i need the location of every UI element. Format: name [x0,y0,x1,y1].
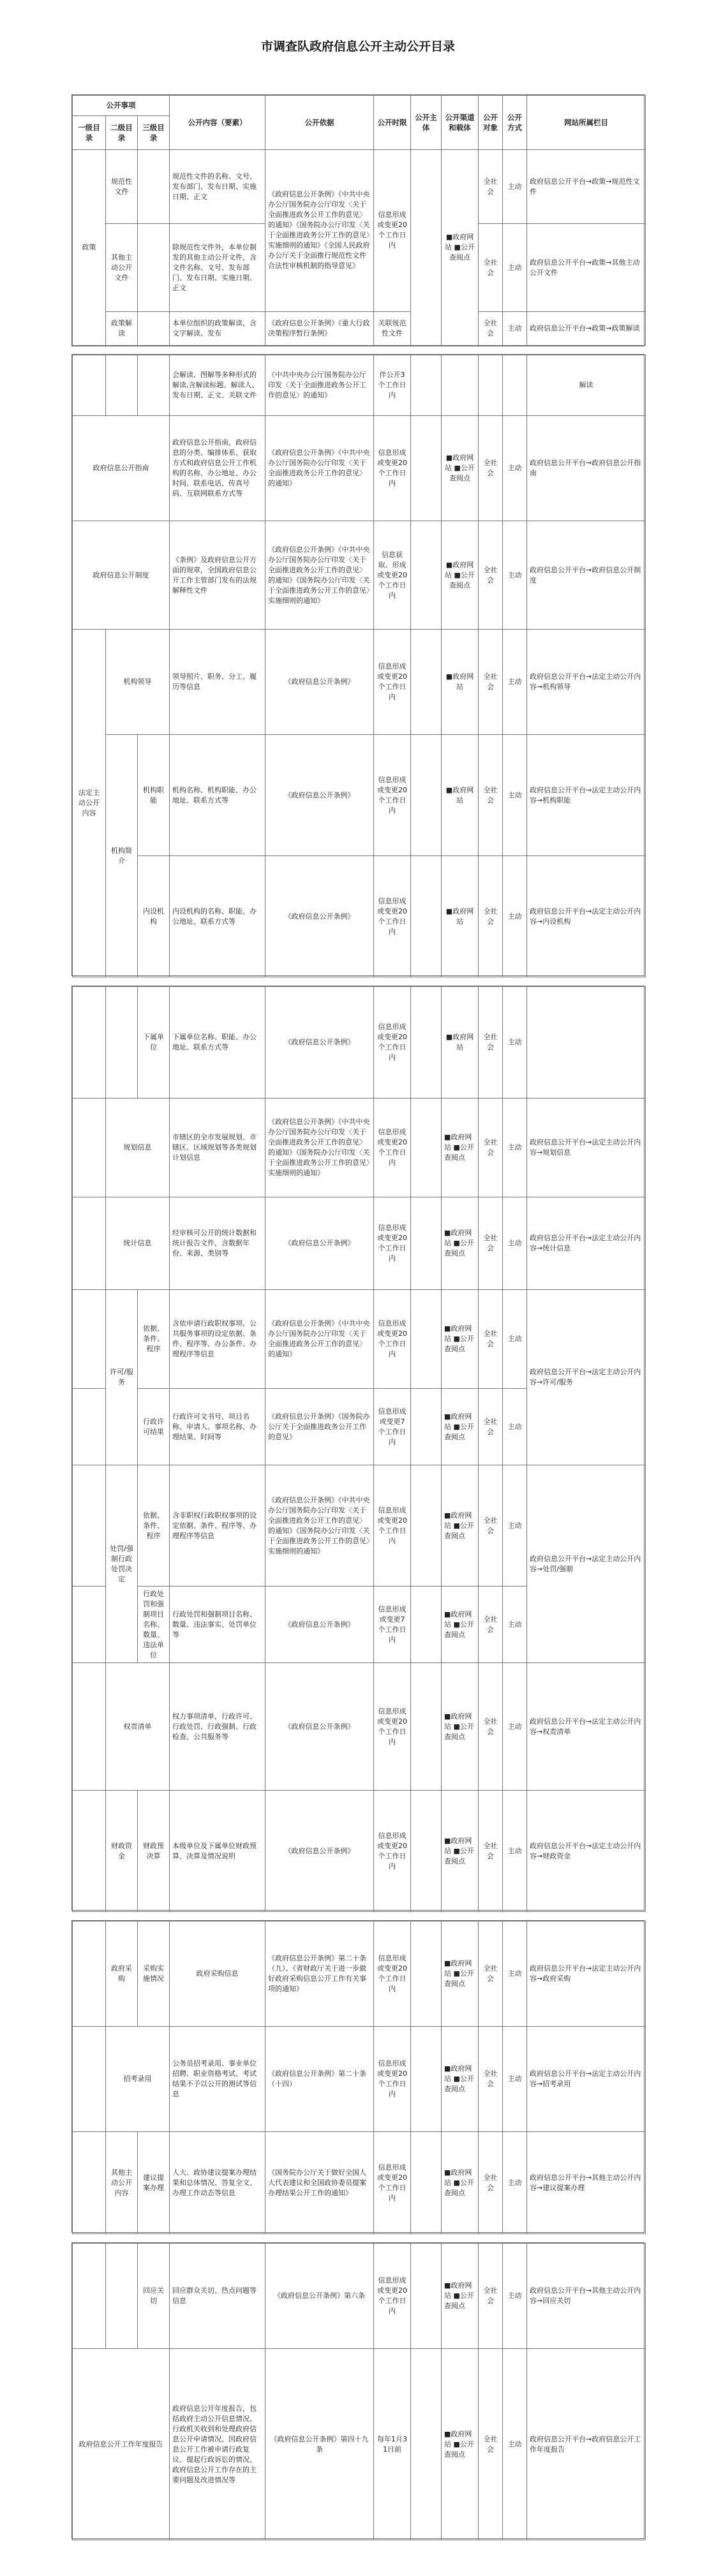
cell-basis: 《政府信息公开条例》第二十条（十四） [265,2027,374,2132]
cell-channel: ■政府网站 ■公开查阅点 [442,2027,479,2132]
cell-content: 人大、政协建议提案办理结果和总体情况、答复全文、办理工作动态等信息 [170,2132,265,2234]
cell-channel: ■政府网站 ■公开查阅点 [442,1663,479,1791]
cell-time: 信息形成或变更20个工作日内 [374,1197,411,1290]
cell-time: 信息形成或变更20个工作日内 [374,2244,411,2349]
header-column: 网站所属栏目 [527,96,646,150]
cell-time: 信息形成或变更20个工作日内 [374,856,411,977]
cell-basis: 《政府信息公开条例》 [265,1587,374,1663]
cell-subject [411,1587,442,1663]
table-pane-4 [71,1920,645,2233]
cell-mode: 主动 [503,1389,527,1465]
table-row [73,1663,646,1791]
cell-basis: 《政府信息公开条例》第四十九条 [265,2349,374,2540]
cell-l2: 权责清单 [106,1663,170,1791]
cell-column: 政府信息公开平台→其他主动公开内容→建议提案办理 [527,2132,646,2234]
cell-time: 信息形成或变更20个工作日内 [374,1290,411,1389]
cell-subject [411,2349,442,2540]
cell-channel: ■政府网站 [442,987,479,1099]
cell-content: 本单位组织的政策解读，含文字解读、发布 [170,312,265,346]
cell-mode: 主动 [503,630,527,735]
header-mode: 公开方式 [503,96,527,150]
table-row [73,416,646,521]
cell-object: 全社会 [479,1663,503,1791]
table-row [73,1465,646,1587]
cell-object: 全社会 [479,1197,503,1290]
cell-content: 回应群众关切、热点问题等信息 [170,2244,265,2349]
cell-subject [411,1921,442,2027]
cell-l1 [73,2027,106,2132]
cell-l1 [73,1465,106,1587]
cell-l2: 招考录用 [106,2027,170,2132]
cell-content: 政府信息公开指南，政府信息的分类、编排体系、获取方式和政府信息公开工作机构的名称、办公地址、办公时间、联系电话、传真号码、互联网联系方式等 [170,416,265,521]
catalog-table [72,95,646,346]
cell-channel: ■政府网站 ■公开查阅点 [442,1791,479,1912]
cell-column: 政府信息公开平台→政策→其他主动公开文件 [527,224,646,312]
cell-l1: 政策 [73,149,106,345]
cell-content: 领导照片、职务、分工、履历等信息 [170,630,265,735]
cell-content: 会解读、图解等多种形式的解读,含解读标题、解读人、发布日期、正文、关联文件 [170,355,265,416]
cell-mode: 主动 [503,1791,527,1912]
cell-mode: 主动 [503,1587,527,1663]
cell-basis: 《中共中央办公厅国务院办公厅印发〈关于全面推进政务公开工作的意见〉的通知》 [265,355,374,416]
cell-subject [411,630,442,735]
table-row [73,1290,646,1389]
header-channel: 公开渠道和载体 [442,96,479,150]
cell-basis: 《政府信息公开条例》《中共中央办公厅国务院办公厅印发〈关于全面推进政务公开工作的意见〉的通知》 [265,416,374,521]
cell-channel: ■政府网站 ■公开查阅点 [442,1099,479,1197]
cell-content: 下属单位名称、职能、办公地址、联系方式等 [170,987,265,1099]
cell-channel: ■政府网站 ■公开查阅点 [442,149,479,345]
cell-content: 行政处罚和强制项目名称、数量、违法事实、处罚单位等 [170,1587,265,1663]
cell-mode: 主动 [503,1465,527,1587]
cell-l1 [73,987,106,1099]
header-object: 公开对象 [479,96,503,150]
cell-column: 政府信息公开平台→法定主动公开内容→政府采购 [527,1921,646,2027]
cell-l2: 政策解读 [106,312,138,346]
cell-column: 政府信息公开平台→法定主动公开内容→权责清单 [527,1663,646,1791]
cell-content: 《条例》及政府信息公开方面的规章，全国政府信息公开工作主管部门发布的法规解释性文件 [170,521,265,630]
cell-time: 信息形成或变更20个工作日内 [374,1465,411,1587]
cell-content: 市辖区的全市发展规划、市辖区、区域规划等各类规划计划信息 [170,1099,265,1197]
cell-channel: ■政府网站 ■公开查阅点 [442,416,479,521]
cell-l2: 统计信息 [106,1197,170,1290]
table-row [73,2349,646,2540]
cell-content: 除规范性文件外，本单位制发的其他主动公开文件，含文件名称、文号、发布部门、发布日期、实施日期、正文 [170,224,265,312]
cell-column: 政府信息公开平台→法定主动公开内容→机构职能 [527,735,646,856]
cell-column: 政府信息公开平台→政府信息公开制度 [527,521,646,630]
cell-object: 全社会 [479,2027,503,2132]
cell-l2: 机构领导 [106,630,170,735]
cell-time: 信息形成或变更20个工作日内 [374,630,411,735]
table-row [73,856,646,977]
table-row [73,355,646,416]
cell-object: 全社会 [479,1099,503,1197]
cell-l2 [106,2244,138,2349]
cell-l1: 政府信息公开制度 [73,521,170,630]
cell-mode: 主动 [503,2027,527,2132]
cell-object: 全社会 [479,2244,503,2349]
cell-object: 全社会 [479,521,503,630]
cell-column: 政府信息公开平台→法定主动公开内容→规划信息 [527,1099,646,1197]
cell-content: 内设机构的名称、职能、办公地址、联系方式等 [170,856,265,977]
cell-l2: 政府采购 [106,1921,138,2027]
cell-mode: 主动 [503,149,527,224]
cell-object: 全社会 [479,987,503,1099]
cell-basis: 《政府信息公开条例》 [265,1791,374,1912]
header-content: 公开内容（要素） [170,96,265,150]
table-row [73,312,646,346]
cell-content: 机构名称、机构职能、办公地址、联系方式等 [170,735,265,856]
cell-subject [411,987,442,1099]
cell-object: 全社会 [479,1389,503,1465]
cell-content: 权力事项清单，行政许可、行政处罚、行政强制、行政检查、公共服务等 [170,1663,265,1791]
cell-column: 政府信息公开平台→政府信息公开工作年度报告 [527,2349,646,2540]
cell-time: 每年1月31日前 [374,2349,411,2540]
cell-subject [411,2132,442,2234]
table-pane-5 [71,2242,645,2539]
cell-subject [411,1099,442,1197]
cell-channel: ■政府网站 [442,856,479,977]
cell-basis: 《政府信息公开条例》 [265,630,374,735]
cell-l1 [73,355,106,416]
cell-time: 信息形成或变更20个工作日内 [374,149,411,311]
cell-content: 公务员招考录用、事业单位招聘、职业资格考试、考试结果不予以公开的测试等信息 [170,2027,265,2132]
cell-l2: 规划信息 [106,1099,170,1197]
cell-basis: 《政府信息公开条例》第二十条（九）、《省财政厅关于进一步做好政府采购信息公开工作有关事项的通知》 [265,1921,374,2027]
cell-mode: 主动 [503,735,527,856]
table-pane-1 [71,94,645,346]
table-row [73,2244,646,2349]
cell-l3: 行政许可结果 [138,1389,170,1465]
cell-column: 政府信息公开平台→法定主动公开内容→招考录用 [527,2027,646,2132]
cell-object: 全社会 [479,1921,503,2027]
table-row [73,149,646,224]
cell-mode: 主动 [503,2349,527,2540]
cell-content: 规范性文件的名称、文号、发布部门、发布日期、实施日期、正文 [170,149,265,224]
cell-l3: 采购实施情况 [138,1921,170,2027]
cell-basis: 《政府信息公开条例》《中共中央办公厅国务院办公厅印发〈关于全面推进政务公开工作的意见〉的通知》《国务院办公厅印发〈关于全面推进政务公开工作的意见〉实施细则的通知》 [265,1099,374,1197]
table-row [73,521,646,630]
cell-column: 政府信息公开平台→法定主动公开内容→机构领导 [527,630,646,735]
cell-time: 信息形成或变更20个工作日内 [374,987,411,1099]
cell-basis: 《政府信息公开条例》《中共中央办公厅国务院办公厅印发〈关于全面推进政务公开工作的意见〉的通知》《国务院办公厅印发〈关于全面推进政务公开工作的意见〉实施细则的通知》 [265,521,374,630]
cell-content: 政府采购信息 [170,1921,265,2027]
cell-subject [411,355,442,416]
cell-l2: 规范性文件 [106,149,138,224]
cell-column: 政府信息公开平台→其他主动公开内容→回应关切 [527,2244,646,2349]
cell-basis: 《政府信息公开条例》 [265,1663,374,1791]
cell-l3: 建议提案办理 [138,2132,170,2234]
cell-l1 [73,1791,106,1912]
table-row [73,630,646,735]
cell-basis: 《政府信息公开条例》《重大行政决策程序暂行条例》 [265,312,374,346]
cell-mode: 主动 [503,1099,527,1197]
cell-l3: 内设机构 [138,856,170,977]
cell-object [479,355,503,416]
cell-basis: 《政府信息公开条例》 [265,735,374,856]
cell-basis: 《国务院办公厅关于做好全国人大代表建议和全国政协委员提案办理结果公开工作的通知》 [265,2132,374,2234]
cell-basis: 《政府信息公开条例》第六条 [265,2244,374,2349]
cell-mode: 主动 [503,1197,527,1290]
cell-basis: 《政府信息公开条例》《中共中央办公厅国务院办公厅印发〈关于全面推进政务公开工作的意见〉的通知》《国务院办公厅印发〈关于全面推进政务公开工作的意见〉实施细则的通知》 [265,1465,374,1587]
table-row [73,1099,646,1197]
cell-channel: ■政府网站 ■公开查阅点 [442,1197,479,1290]
cell-subject [411,1389,442,1465]
cell-l2 [106,987,138,1099]
cell-mode: 主动 [503,1290,527,1389]
cell-time: 信息形成或变更20个工作日内 [374,416,411,521]
cell-mode: 主动 [503,2132,527,2234]
table-row [73,987,646,1099]
cell-mode: 主动 [503,856,527,977]
cell-object: 全社会 [479,1587,503,1663]
cell-l3: 下属单位 [138,987,170,1099]
cell-object: 全社会 [479,1290,503,1389]
cell-object: 全社会 [479,735,503,856]
cell-time: 信息形成或变更20个工作日内 [374,1921,411,2027]
table-pane-3 [71,986,645,1911]
cell-channel: ■政府网站 [442,630,479,735]
cell-channel: ■政府网站 ■公开查阅点 [442,1290,479,1389]
cell-l3: 依据、条件、程序 [138,1290,170,1389]
cell-channel: ■政府网站 ■公开查阅点 [442,2244,479,2349]
cell-mode: 主动 [503,312,527,346]
cell-l2 [106,355,138,416]
cell-column: 政府信息公开平台→政策→规范性文件 [527,149,646,224]
cell-mode: 主动 [503,1663,527,1791]
header-basis: 公开依据 [265,96,374,150]
cell-subject [411,416,442,521]
cell-channel: ■政府网站 ■公开查阅点 [442,1587,479,1663]
cell-subject [411,149,442,345]
cell-column: 政府信息公开平台→政策→政策解读 [527,312,646,346]
cell-l1 [73,1389,106,1465]
header-level2: 二级目录 [106,115,138,149]
cell-content: 行政许可文书号、项目名称、申请人、事项名称、办理结果、时间等 [170,1389,265,1465]
cell-basis: 《政府信息公开条例》 [265,1197,374,1290]
table-pane-2 [71,354,645,976]
cell-column: 政府信息公开平台→法定主动公开内容→财政资金 [527,1791,646,1912]
cell-l1: 法定主动公开内容 [73,630,106,977]
cell-basis: 《政府信息公开条例》《中共中央办公厅国务院办公厅印发〈关于全面推进政务公开工作的意见〉的通知》《国务院办公厅印发〈关于全面推进政务公开工作的意见〉实施细则的通知》《全国人民政府办公厅关于全面推行规范性文件合法性审核机制的指导意见》 [265,149,374,311]
cell-object: 全社会 [479,1791,503,1912]
cell-l1 [73,2132,106,2234]
catalog-table [72,2243,646,2540]
cell-l3 [138,149,170,224]
cell-content: 本级单位及下属单位财政预算、决算及情况说明 [170,1791,265,1912]
catalog-table [72,986,646,1912]
cell-time: 信息形成或变更20个工作日内 [374,1099,411,1197]
header-time: 公开时限 [374,96,411,150]
cell-column: 政府信息公开平台→法定主动公开内容→许可/服务 [527,1290,646,1465]
cell-object: 全社会 [479,1465,503,1587]
table-row [73,1921,646,2027]
header-level3: 三级目录 [138,115,170,149]
cell-channel: ■政府网站 ■公开查阅点 [442,1921,479,2027]
cell-subject [411,1465,442,1587]
cell-column: 政府信息公开平台→法定主动公开内容→统计信息 [527,1197,646,1290]
cell-object: 全社会 [479,416,503,521]
cell-basis: 《政府信息公开条例》 [265,856,374,977]
cell-l1 [73,1663,106,1791]
table-row [73,1197,646,1290]
cell-channel: ■政府网站 ■公开查阅点 [442,2132,479,2234]
cell-content: 经审核可公开的统计数据和统计报告文件，含数据年份、来源、类别等 [170,1197,265,1290]
catalog-table [72,355,646,977]
cell-object: 全社会 [479,856,503,977]
cell-channel: ■政府网站 ■公开查阅点 [442,1465,479,1587]
cell-l2: 许可/服务 [106,1290,138,1465]
cell-object: 全社会 [479,149,503,224]
header-subject: 公开主体 [411,96,442,150]
cell-l3 [138,355,170,416]
cell-time: 伴公开3个工作日内 [374,355,411,416]
catalog-table [72,1921,646,2234]
cell-basis: 《政府信息公开条例》《中共中央办公厅国务院办公厅印发〈关于全面推进政务公开工作的意见〉的通知》 [265,1290,374,1389]
cell-l1 [73,1587,106,1663]
cell-column: 解读 [527,355,646,416]
cell-l2: 其他主动公开内容 [106,2132,138,2234]
cell-l3: 行政处罚和强制项目名称、数量、违法单位 [138,1587,170,1663]
cell-mode [503,355,527,416]
cell-channel: ■政府网站 ■公开查阅点 [442,2349,479,2540]
cell-l3 [138,312,170,346]
cell-time: 信息获取、形成或变更20个工作日内 [374,521,411,630]
cell-l2: 财政资金 [106,1791,138,1912]
table-row [73,1791,646,1912]
cell-mode: 主动 [503,224,527,312]
cell-subject [411,856,442,977]
cell-l2: 其他主动公开文件 [106,224,138,312]
cell-subject [411,1791,442,1912]
cell-time: 信息形成或变更20个工作日内 [374,2027,411,2132]
cell-l1 [73,2244,106,2349]
cell-mode: 主动 [503,521,527,630]
cell-column: 政府信息公开平台→政府信息公开指南 [527,416,646,521]
header-level1: 一级目录 [73,115,106,149]
cell-column [527,987,646,1099]
cell-l1 [73,1099,106,1197]
cell-time: 信息形成或变更20个工作日内 [374,1791,411,1912]
cell-mode: 主动 [503,2244,527,2349]
cell-time: 信息形成或变更20个工作日内 [374,735,411,856]
cell-content: 含非职权行政职权事项的设定依据、条件、程序等、办理程序等信息 [170,1465,265,1587]
table-row [73,735,646,856]
cell-time: 信息形成或变更7个工作日内 [374,1587,411,1663]
cell-subject [411,2027,442,2132]
cell-l3: 回应关切 [138,2244,170,2349]
page-title: 市调查队政府信息公开主动公开目录 [260,40,455,54]
cell-basis: 《政府信息公开条例》《国务院办公厅关于全面推进政务公开工作的意见》 [265,1389,374,1465]
cell-time: 信息形成或变更20个工作日内 [374,1663,411,1791]
cell-subject [411,1197,442,1290]
cell-object: 全社会 [479,2132,503,2234]
cell-time: 信息形成或变更20个工作日内 [374,2132,411,2234]
cell-channel [442,355,479,416]
cell-channel: ■政府网站 ■公开查阅点 [442,521,479,630]
cell-subject [411,1663,442,1791]
cell-channel: ■政府网站 ■公开查阅点 [442,1389,479,1465]
cell-subject [411,1290,442,1389]
cell-basis: 《政府信息公开条例》 [265,987,374,1099]
cell-mode: 主动 [503,987,527,1099]
cell-l3: 机构职能 [138,735,170,856]
table-row [73,2027,646,2132]
cell-time: 信息形成或变更7个工作日内 [374,1389,411,1465]
cell-l3 [138,224,170,312]
cell-l3: 财政预决算 [138,1791,170,1912]
cell-l3: 依据、条件、程序 [138,1465,170,1587]
cell-object: 全社会 [479,2349,503,2540]
cell-subject [411,2244,442,2349]
cell-subject [411,735,442,856]
cell-l1: 政府信息公开指南 [73,416,170,521]
cell-content: 含依申请行政职权事项、公共服务事项的设定依据、条件、程序等、办公条件、办理程序等信息 [170,1290,265,1389]
cell-time: 关联规范性文件 [374,312,411,346]
header-matter: 公开事项 [73,96,170,116]
cell-l2: 处罚/强制行政处罚决定 [106,1465,138,1663]
cell-l1: 政府信息公开工作年度报告 [73,2349,170,2540]
cell-content: 政府信息公开年度报告，包括政府主动公开信息情况、行政机关收到和处理政府信息公开申请情况、因政府信息公开工作被申请行政复议、提起行政诉讼的情况、政府信息公开工作存在的主要问题及改进情况等 [170,2349,265,2540]
cell-object: 全社会 [479,312,503,346]
cell-l1 [73,1197,106,1290]
cell-l2: 机构简介 [106,735,138,977]
cell-l1 [73,1921,106,2027]
cell-column: 政府信息公开平台→法定主动公开内容→处罚/强制 [527,1465,646,1663]
cell-object: 全社会 [479,224,503,312]
cell-subject [411,521,442,630]
cell-column: 政府信息公开平台→法定主动公开内容→内设机构 [527,856,646,977]
cell-l1 [73,1290,106,1389]
cell-channel: ■政府网站 [442,735,479,856]
cell-mode: 主动 [503,416,527,521]
table-row [73,2132,646,2234]
cell-mode: 主动 [503,1921,527,2027]
cell-object: 全社会 [479,630,503,735]
